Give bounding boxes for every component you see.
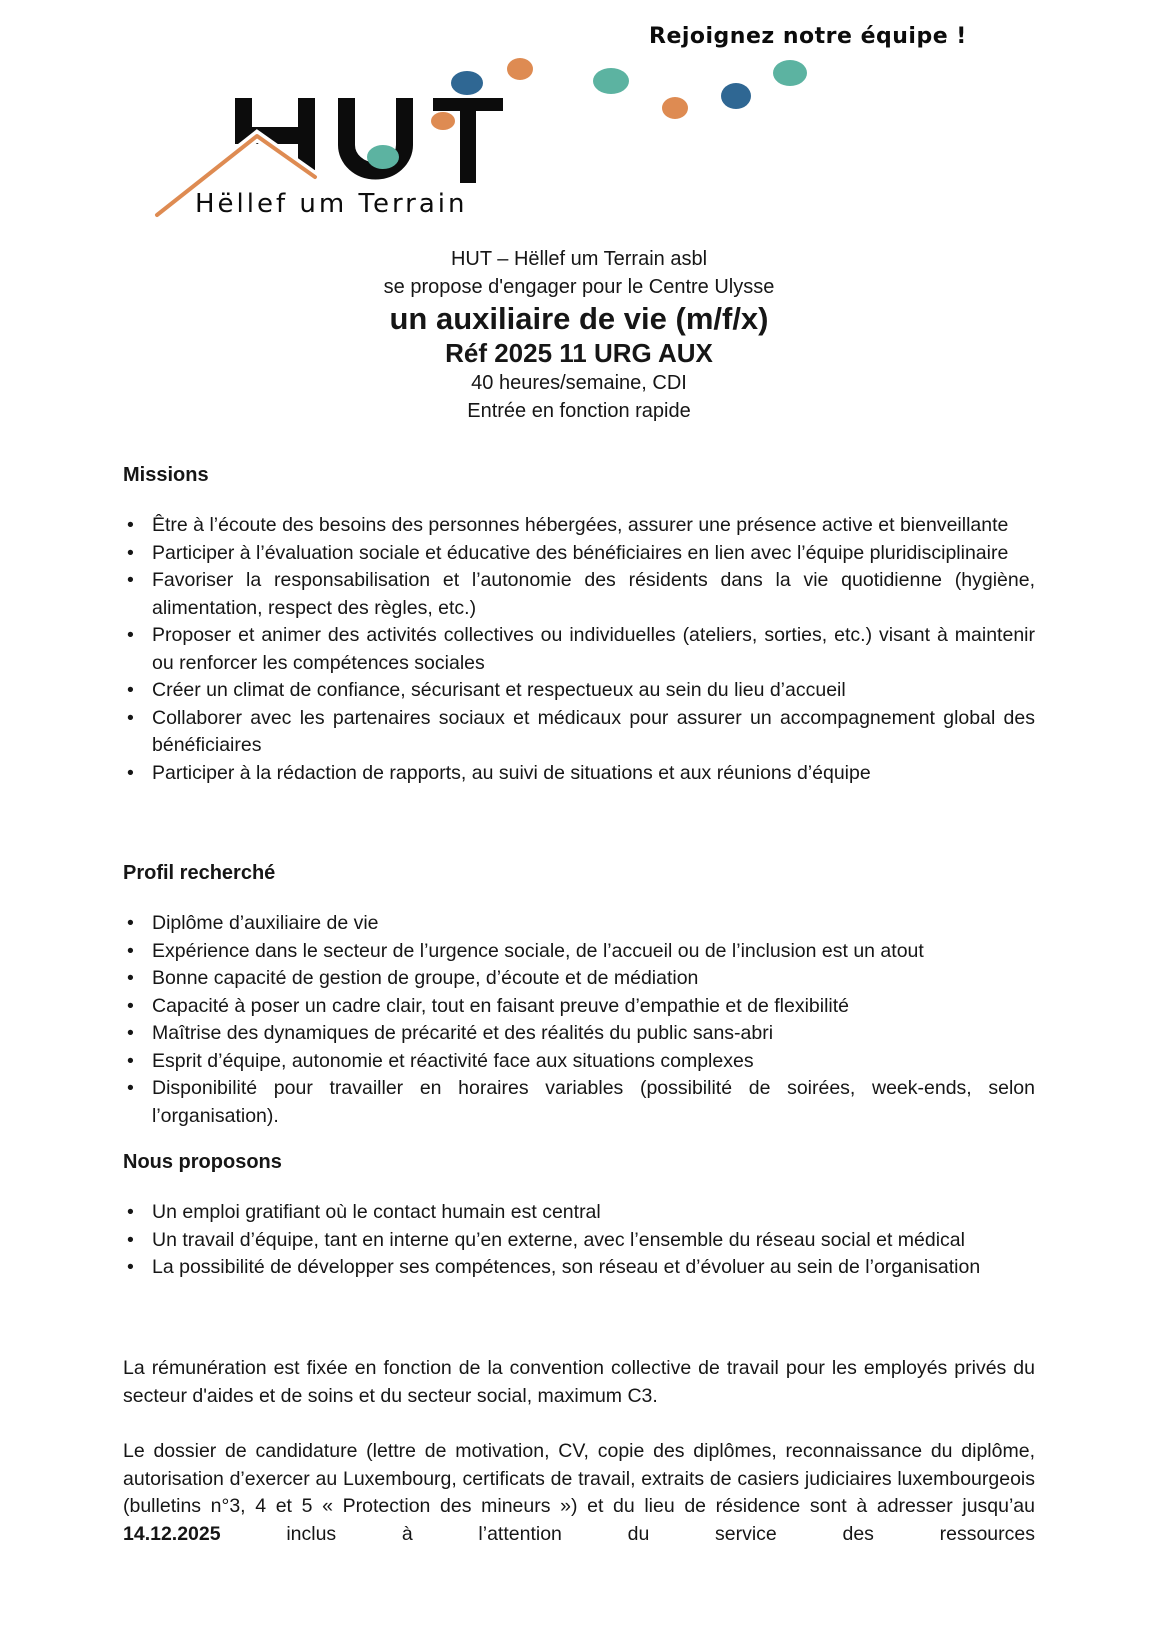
bullet-item: • Proposer et animer des activités collectives ou individuelles (ateliers, sorties, etc.) visant à maintenir ou renforcer les compétences sociales (123, 622, 1035, 677)
section-heading-profil: Profil recherché (123, 862, 276, 884)
bullet-item: • Bonne capacité de gestion de groupe, d’écoute et de médiation (123, 965, 1035, 993)
bullet-item: • Un emploi gratifiant où le contact humain est central (123, 1199, 1035, 1227)
bullet-item: • Capacité à poser un cadre clair, tout en faisant preuve d’empathie et de flexibilité (123, 993, 1035, 1021)
dot-blue-icon (721, 83, 751, 109)
logo-dots (367, 58, 807, 169)
logo-tagline: Hëllef um Terrain (195, 189, 468, 219)
bullet-item: • Un travail d’équipe, tant en interne qu’en externe, avec l’ensemble du réseau social et médical (123, 1227, 1035, 1255)
intro-line: se propose d'engager pour le Centre Ulysse (383, 275, 775, 298)
hut-logo (140, 28, 820, 220)
logo-acronym-letters (235, 98, 503, 183)
application-text-before: Le dossier de candidature (lettre de motivation, CV, copie des diplômes, reconnaissance du diplôme, autorisation d’exercer au Luxembourg, certificats de travail, extraits de casiers judiciaires luxembourgeois (bulletins n°3, 4 et 5 « Protection des mineurs ») et du lieu de résidence sont à adresser jusqu’au (123, 1440, 1035, 1517)
bullet-item: • Collaborer avec les partenaires sociaux et médicaux pour assurer un accompagnement global des bénéficiaires (123, 705, 1035, 760)
remuneration-paragraph: La rémunération est fixée en fonction de la convention collective de travail pour les employés privés du secteur d'aides et de soins et du secteur social, maximum C3. (123, 1357, 1035, 1407)
bullet-item: • Participer à la rédaction de rapports, au suivi de situations et aux réunions d’équipe (123, 760, 1035, 788)
offer-list (123, 1199, 1035, 1282)
bullet-item: • Participer à l’évaluation sociale et éducative des bénéficiaires en lien avec l’équipe pluridisciplinaire (123, 540, 1035, 568)
banner-join-team: Rejoignez notre équipe ! (649, 24, 967, 49)
dot-teal-icon (367, 145, 399, 169)
dot-orange-icon (662, 97, 688, 119)
profil-list (123, 910, 1035, 1130)
logo-acronym-text (0, 0, 1, 1)
application-paragraph (123, 1438, 1035, 1548)
job-reference: Réf 2025 11 URG AUX (445, 338, 713, 368)
dot-teal-icon (773, 60, 807, 86)
bullet-item: • Maîtrise des dynamiques de précarité et des réalités du public sans-abri (123, 1020, 1035, 1048)
section-heading-missions: Missions (123, 464, 209, 486)
section-heading-nous-proposons: Nous proposons (123, 1151, 282, 1173)
dot-blue-icon (451, 71, 483, 95)
bullet-item: • Disponibilité pour travailler en horaires variables (possibilité de soirées, week-ends, selon l’organisation). (123, 1075, 1035, 1130)
bullet-item: • Être à l’écoute des besoins des personnes hébergées, assurer une présence active et bienveillante (123, 512, 1035, 540)
dot-teal-icon (593, 68, 629, 94)
employer-line: HUT – Hëllef um Terrain asbl (450, 248, 708, 270)
missions-list (123, 512, 1035, 787)
dot-orange-icon (507, 58, 533, 80)
bullet-item: • Créer un climat de confiance, sécurisant et respectueux au sein du lieu d’accueil (123, 677, 1035, 705)
bullet-item: • Favoriser la responsabilisation et l’autonomie des résidents dans la vie quotidienne (hygiène, alimentation, respect des règles, etc.) (123, 567, 1035, 622)
job-start: Entrée en fonction rapide (467, 399, 691, 422)
job-hours: 40 heures/semaine, CDI (471, 372, 687, 394)
bullet-item: • Diplôme d’auxiliaire de vie (123, 910, 1035, 938)
job-title: un auxiliaire de vie (m/f/x) (389, 301, 769, 336)
dot-orange-icon (431, 112, 455, 130)
bullet-item: • La possibilité de développer ses compétences, son réseau et d’évoluer au sein de l’organisation (123, 1254, 1035, 1282)
application-text-after: inclus à l’attention du service des ressources (220, 1522, 1035, 1545)
bullet-item: • Esprit d’équipe, autonomie et réactivité face aux situations complexes (123, 1048, 1035, 1076)
bullet-item: • Expérience dans le secteur de l’urgence sociale, de l’accueil ou de l’inclusion est un atout (123, 938, 1035, 966)
title-block (123, 246, 1035, 425)
application-deadline: 14.12.2025 (123, 1522, 221, 1545)
